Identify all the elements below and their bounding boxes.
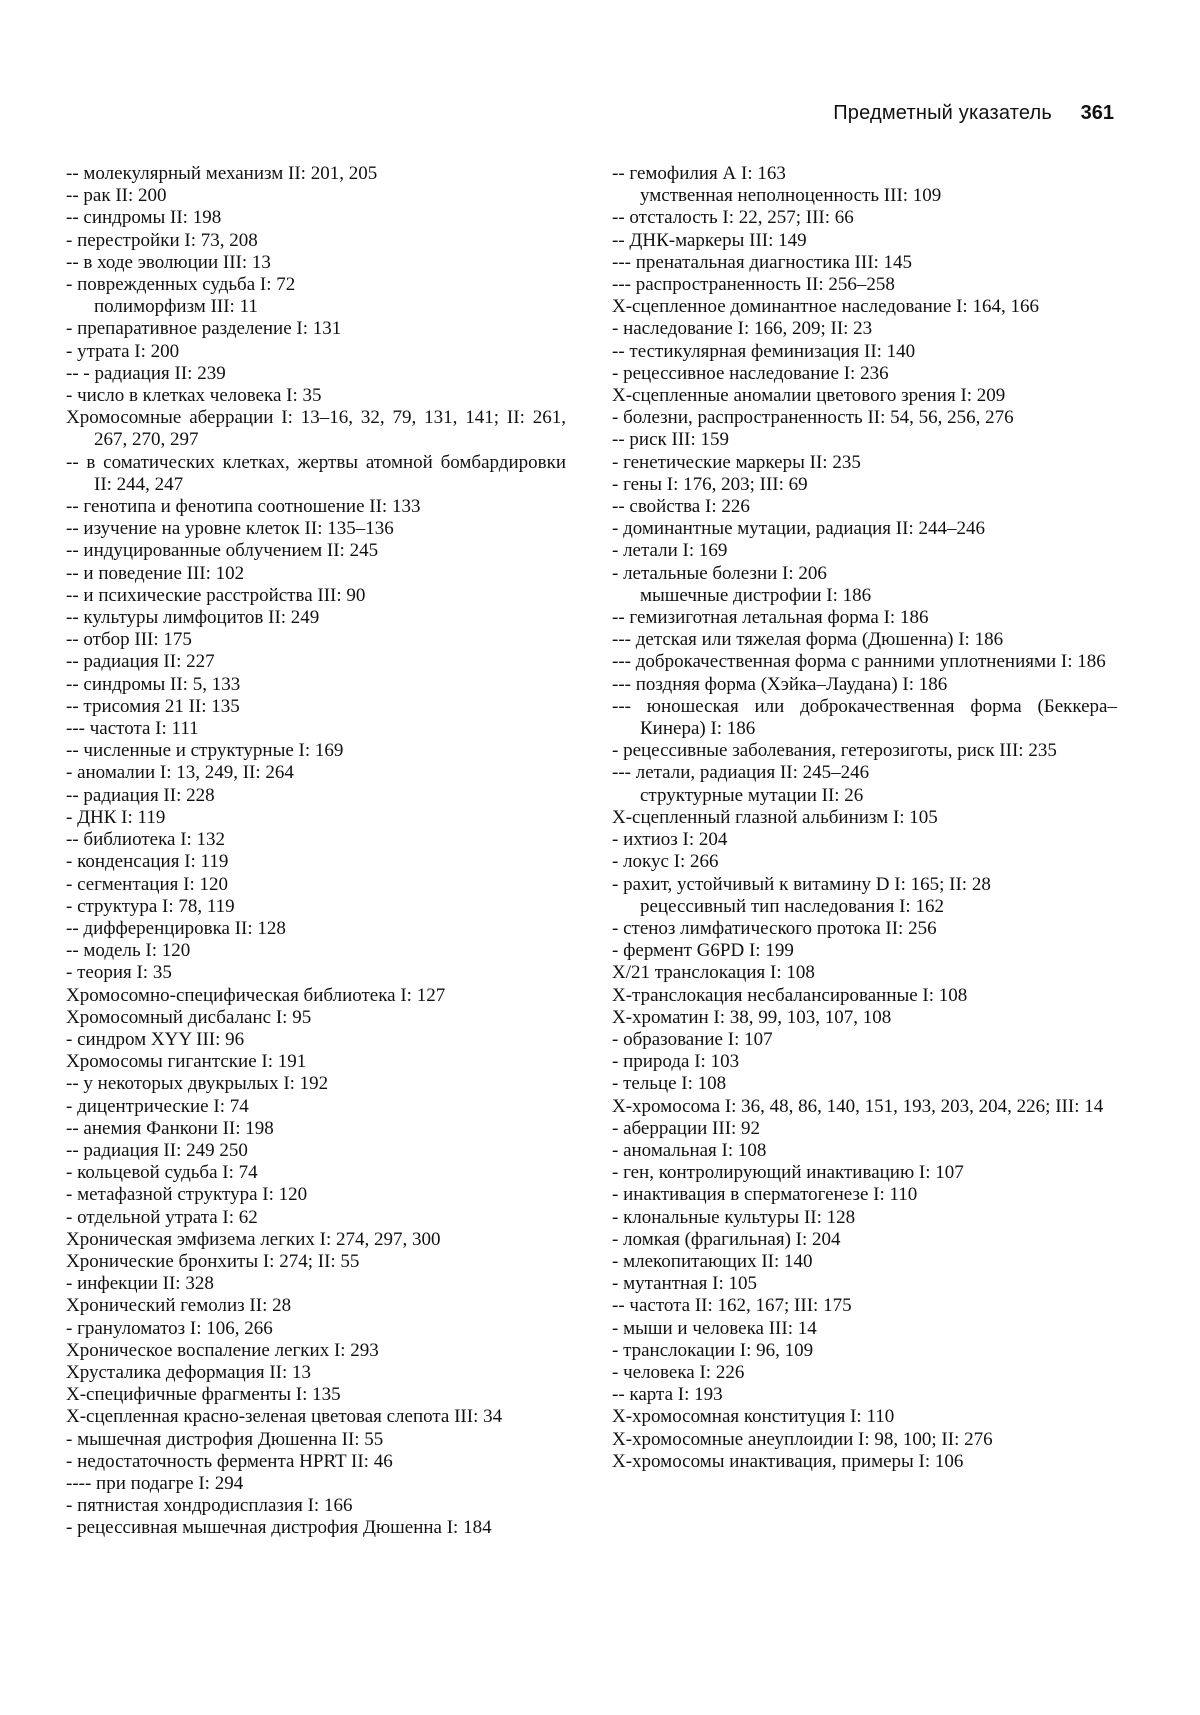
index-entry: -- гемизиготная летальная форма I: 186: [612, 607, 929, 629]
index-entry: -- культуры лимфоцитов II: 249: [66, 607, 320, 629]
index-entry: -- радиация II: 227: [66, 651, 215, 673]
index-entry: - инактивация в сперматогенезе I: 110: [612, 1184, 918, 1206]
running-title: Предметный указатель: [833, 102, 1052, 124]
index-entry: - природа I: 103: [612, 1051, 740, 1073]
index-entry: - болезни, распространенность II: 54, 56, 256, 276: [612, 407, 1014, 429]
index-entry: -- библиотека I: 132: [66, 829, 226, 851]
index-entry: - число в клетках человека I: 35: [66, 385, 322, 407]
index-entry: Х-сцепленный глазной альбинизм I: 105: [612, 806, 938, 828]
index-entry: - недостаточность фермента HPRT II: 46: [66, 1450, 393, 1472]
index-entry: - летали I: 169: [612, 540, 728, 562]
index-entry: --- летали, радиация II: 245–246: [612, 762, 870, 784]
index-entry: структурные мутации II: 26: [640, 784, 864, 806]
index-entry: - генетические маркеры II: 235: [612, 451, 861, 473]
index-entry: - сегментация I: 120: [66, 873, 228, 895]
index-entry: Х-хромосомная конституция I: 110: [612, 1406, 895, 1428]
index-entry: --- доброкачественная форма с ранними уплотнениями I: 186: [612, 651, 1106, 673]
index-entry: - локус I: 266: [612, 851, 719, 873]
index-entry: - структура I: 78, 119: [66, 895, 235, 917]
index-entry: --- распространенность II: 256–258: [612, 274, 895, 296]
index-entry: Х-хромосомы инактивация, примеры I: 106: [612, 1450, 964, 1472]
index-entry: - рахит, устойчивый к витамину D I: 165; II: 28: [612, 873, 991, 895]
index-entry: - дицентрические I: 74: [66, 1095, 249, 1117]
index-entry: Хромосомы гигантские I: 191: [66, 1051, 307, 1073]
index-entry: --- частота I: 111: [66, 718, 199, 740]
index-entry: -- свойства I: 226: [612, 496, 750, 518]
index-entry: - ломкая (фрагильная) I: 204: [612, 1228, 841, 1250]
index-entry: --- поздняя форма (Хэйка–Лаудана) I: 186: [612, 673, 948, 695]
page-header: [796, 102, 1114, 132]
index-entry: -- гемофилия А I: 163: [612, 163, 786, 184]
index-entry: - перестройки I: 73, 208: [66, 229, 258, 251]
index-entry: -- отсталость I: 22, 257; III: 66: [612, 207, 854, 229]
index-entry: Хромосомно-специфическая библиотека I: 127: [66, 984, 446, 1006]
index-entry: -- и поведение III: 102: [66, 562, 245, 584]
index-entry: --- пренатальная диагностика III: 145: [612, 251, 913, 273]
index-entry: - мутантная I: 105: [612, 1273, 757, 1295]
index-entry: - рецессивная мышечная дистрофия Дюшенна I: 184: [66, 1517, 492, 1539]
index-entry: -- модель I: 120: [66, 940, 191, 962]
index-entry: - мыши и человека III: 14: [612, 1317, 817, 1339]
index-entry: -- и психические расстройства III: 90: [66, 584, 366, 606]
index-entry: -- риск III: 159: [612, 429, 729, 451]
index-entry: - наследование I: 166, 209; II: 23: [612, 318, 873, 340]
index-entry: -- радиация II: 249 250: [66, 1139, 248, 1161]
index-entry: -- - радиация II: 239: [66, 362, 226, 384]
index-entry: -- ДНК-маркеры III: 149: [612, 229, 807, 251]
index-entry: -- рак II: 200: [66, 185, 167, 207]
index-entry: -- трисомия 21 II: 135: [66, 695, 240, 717]
index-entry: - транслокации I: 96, 109: [612, 1339, 814, 1361]
index-entry: -- изучение на уровне клеток II: 135–136: [66, 518, 394, 540]
index-entry: -- у некоторых двукрылых I: 192: [66, 1073, 329, 1095]
index-entry: -- синдромы II: 198: [66, 207, 222, 229]
index-entry: -- частота II: 162, 167; III: 175: [612, 1295, 852, 1317]
index-entry: - человека I: 226: [612, 1361, 745, 1383]
index-entry: - фермент G6PD I: 199: [612, 940, 794, 962]
index-entry: Х-хромосомные анеуплоидии I: 98, 100; II: 276: [612, 1428, 993, 1450]
index-entry: Х-транслокация несбалансированные I: 108: [612, 984, 968, 1006]
index-entry: -- радиация II: 228: [66, 784, 215, 806]
index-entry: --- юношеская или доброкачественная форма (Беккера–Кинера) I: 186: [612, 695, 1117, 740]
index-entry: -- отбор III: 175: [66, 629, 192, 651]
index-entry: - теория I: 35: [66, 962, 172, 984]
index-entry: - гены I: 176, 203; III: 69: [612, 473, 808, 495]
index-entry: - тельце I: 108: [612, 1073, 727, 1095]
index-column-right: [612, 163, 1117, 1473]
index-entry: - отдельной утрата I: 62: [66, 1206, 258, 1228]
index-entry: - аберрации III: 92: [612, 1117, 761, 1139]
index-entry: -- генотипа и фенотипа соотношение II: 133: [66, 496, 421, 518]
index-entry: - инфекции II: 328: [66, 1273, 214, 1295]
index-entry: -- синдромы II: 5, 133: [66, 673, 241, 695]
index-entry: Х-сцепленные аномалии цветового зрения I: 209: [612, 385, 1006, 407]
index-entry: - метафазной структура I: 120: [66, 1184, 308, 1206]
index-entry: Хрусталика деформация II: 13: [66, 1361, 312, 1383]
index-entry: -- карта I: 193: [612, 1384, 723, 1406]
index-entry: X/21 транслокация I: 108: [612, 962, 815, 984]
index-entry: -- анемия Фанкони II: 198: [66, 1117, 274, 1139]
index-entry: - доминантные мутации, радиация II: 244–246: [612, 518, 985, 540]
index-entry: Х-сцепленное доминантное наследование I: 164, 166: [612, 296, 1039, 318]
index-entry: - аномалии I: 13, 249, II: 264: [66, 762, 294, 784]
index-entry: ---- при подагре I: 294: [66, 1472, 244, 1494]
index-entry: Х-специфичные фрагменты I: 135: [66, 1384, 341, 1406]
index-entry: Х-сцепленная красно-зеленая цветовая слепота III: 34: [66, 1406, 503, 1428]
index-entry: Хромосомный дисбаланс I: 95: [66, 1006, 312, 1028]
index-entry: -- численные и структурные I: 169: [66, 740, 344, 762]
index-entry: Хронические бронхиты I: 274; II: 55: [66, 1250, 360, 1272]
index-entry: - рецессивные заболевания, гетерозиготы, риск III: 235: [612, 740, 1057, 762]
index-entry: - ДНК I: 119: [66, 806, 166, 828]
index-entry: - синдром XYY III: 96: [66, 1028, 245, 1050]
index-entry: -- молекулярный механизм II: 201, 205: [66, 163, 378, 184]
index-entry: -- в ходе эволюции III: 13: [66, 251, 271, 273]
index-entry: --- детская или тяжелая форма (Дюшенна) I: 186: [612, 629, 1004, 651]
index-entry: -- в соматических клетках, жертвы атомной бомбардировки II: 244, 247: [66, 451, 566, 495]
index-entry: Хронический гемолиз II: 28: [66, 1295, 292, 1317]
index-entry: - стеноз лимфатического протока II: 256: [612, 917, 937, 939]
index-entry: -- дифференцировка II: 128: [66, 917, 286, 939]
index-entry: -- тестикулярная феминизация II: 140: [612, 340, 916, 362]
index-entry: - утрата I: 200: [66, 340, 180, 362]
index-entry: мышечные дистрофии I: 186: [640, 584, 872, 606]
page-number: 361: [1080, 102, 1114, 124]
index-entry: Хроническое воспаление легких I: 293: [66, 1339, 379, 1361]
index-entry: Х-хроматин I: 38, 99, 103, 107, 108: [612, 1006, 892, 1028]
index-entry: умственная неполноценность III: 109: [640, 185, 942, 207]
index-entry: - поврежденных судьба I: 72: [66, 274, 296, 296]
index-entry: Хроническая эмфизема легких I: 274, 297, 300: [66, 1228, 441, 1250]
index-entry: - конденсация I: 119: [66, 851, 229, 873]
index-entry: - пятнистая хондродисплазия I: 166: [66, 1495, 353, 1517]
index-entry: - образование I: 107: [612, 1028, 773, 1050]
index-entry: - препаративное разделение I: 131: [66, 318, 342, 340]
index-entry: - аномальная I: 108: [612, 1139, 767, 1161]
index-entry: - летальные болезни I: 206: [612, 562, 827, 584]
index-entry: - мышечная дистрофия Дюшенна II: 55: [66, 1428, 384, 1450]
index-entry: -- индуцированные облучением II: 245: [66, 540, 379, 562]
index-entry: - ген, контролирующий инактивацию I: 107: [612, 1162, 964, 1184]
index-entry: рецессивный тип наследования I: 162: [640, 895, 944, 917]
index-entry: Хромосомные аберрации I: 13–16, 32, 79, 131, 141; II: 261, 267, 270, 297: [66, 407, 566, 451]
index-entry: - клональные культуры II: 128: [612, 1206, 856, 1228]
index-column-left: [66, 163, 566, 1540]
index-entry: - ихтиоз I: 204: [612, 829, 728, 851]
index-entry: - рецессивное наследование I: 236: [612, 362, 889, 384]
index-entry: - кольцевой судьба I: 74: [66, 1162, 258, 1184]
index-entry: полиморфизм III: 11: [94, 296, 258, 318]
index-entry: - грануломатоз I: 106, 266: [66, 1317, 273, 1339]
index-entry: - млекопитающих II: 140: [612, 1250, 813, 1272]
index-entry: Х-хромосома I: 36, 48, 86, 140, 151, 193, 203, 204, 226; III: 14: [612, 1095, 1104, 1117]
